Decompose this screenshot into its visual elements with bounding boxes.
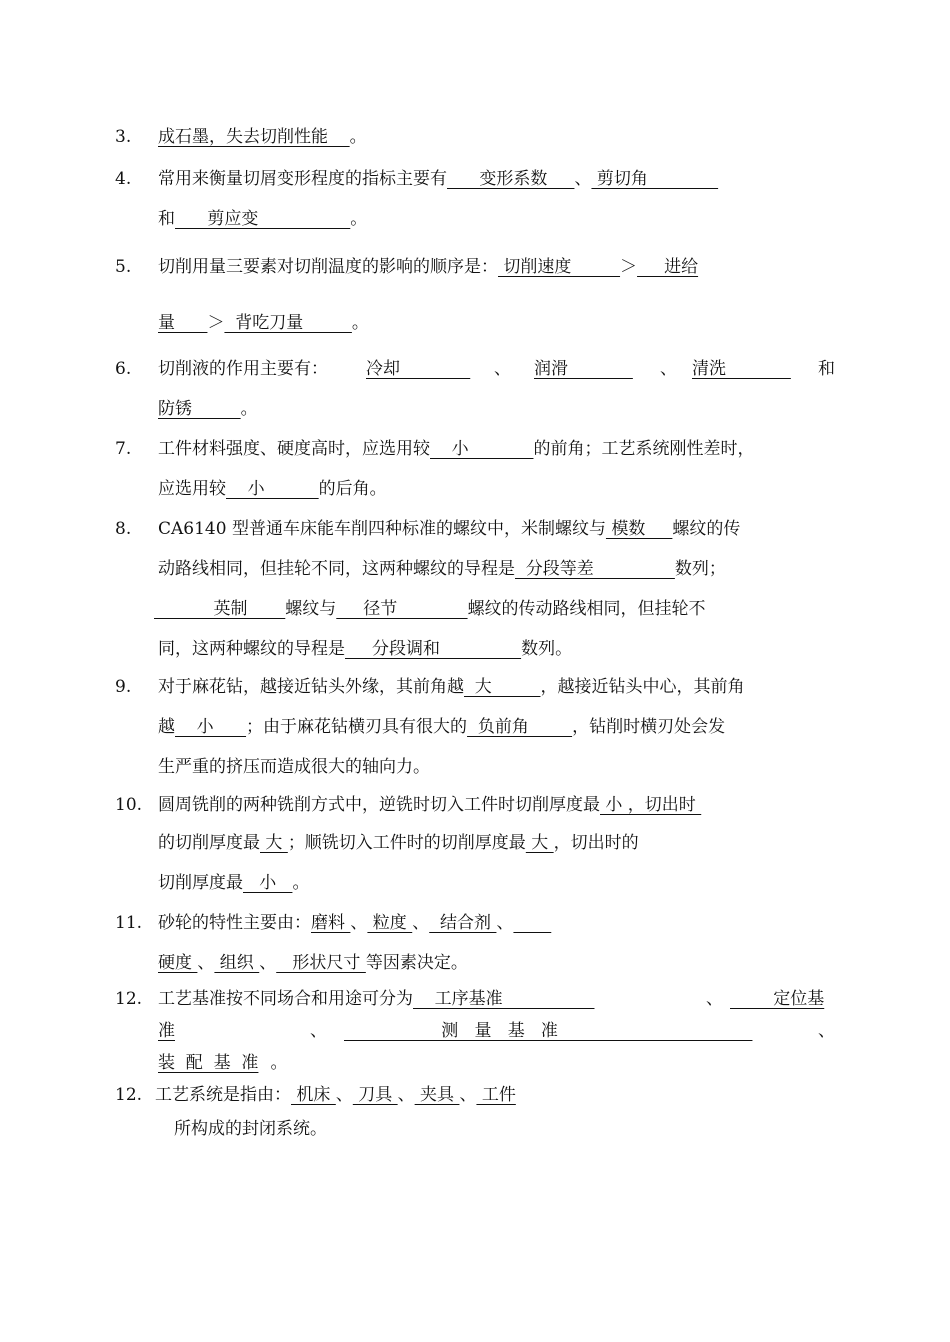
answer-blank: 组织 (214, 953, 260, 973)
answer-blank: 切削速度 (498, 257, 621, 277)
text: ＞ (620, 257, 638, 277)
answer-blank: 负前角 (467, 717, 573, 737)
item-8-line-2 (158, 558, 726, 582)
answer-blank: 形状尺寸 (276, 953, 366, 973)
answer-blank: 冷却 (366, 359, 471, 379)
item-8-line-1 (158, 518, 740, 542)
item-6-line-1 (158, 358, 835, 382)
item-10-line-3 (158, 872, 309, 896)
item-11-line-2 (158, 952, 468, 976)
text: 。 (349, 127, 367, 147)
item-number: 8. (115, 519, 132, 539)
item-7-line-1 (158, 438, 754, 462)
item-number: 12. (115, 989, 143, 1009)
question-text: 工件材料强度、硬度高时，应选用较 (158, 439, 430, 459)
question-text: 切削液的作用主要有： (158, 359, 328, 379)
text: 。 (292, 873, 310, 893)
answer-blank: 结合剂 (429, 913, 497, 933)
item-number: 11. (115, 913, 143, 933)
item-number: 7. (115, 439, 132, 459)
text: ；由于麻花钻横刃具有很大的 (246, 717, 468, 737)
text: 等因素决定。 (365, 953, 468, 973)
item-number: 9. (115, 677, 132, 697)
item-10-line-2 (158, 832, 639, 856)
text: 。 (350, 209, 368, 229)
separator: 、 (574, 169, 592, 189)
answer-blank: 量 (158, 313, 208, 333)
text: ＞ (207, 313, 225, 333)
separator: 、 (496, 913, 514, 933)
separator: 、 (412, 913, 430, 933)
item-9-line-3 (158, 756, 430, 780)
answer-blank: 剪应变 (175, 209, 351, 229)
item-8-line-3 (154, 598, 706, 622)
answer-blank: 剪切角 (591, 169, 719, 189)
text: ，切出时的 (553, 833, 639, 853)
item-7-line-2 (158, 478, 387, 502)
text: 的前角；工艺系统刚性差时， (533, 439, 755, 459)
text: 应选用较 (158, 479, 226, 499)
item-number: 6. (115, 359, 132, 379)
separator: 、 (459, 1085, 477, 1105)
item-6-line-2 (158, 398, 258, 422)
text: 数列； (674, 559, 726, 579)
answer-blank: 小 (175, 717, 247, 737)
answer-blank: 模数 (605, 519, 673, 539)
item-10-line-1 (158, 794, 701, 818)
question-text: CA6140 型普通车床能车削四种标准的螺纹中，米制螺纹与 (158, 519, 606, 539)
question-text: 切削用量三要素对切削温度的影响的顺序是： (158, 257, 498, 277)
text: 和 (818, 359, 835, 379)
answer-blank (328, 127, 350, 147)
text: 螺纹的传动路线相同，但挂轮不 (467, 599, 706, 619)
text: ，钻削时横刃处会发 (572, 717, 726, 737)
answer-blank: 背吃刀量 (224, 313, 352, 333)
text: 越 (158, 717, 175, 737)
answer-blank: 大 (525, 833, 554, 853)
item-8-line-4 (158, 638, 572, 662)
separator: 、 (660, 359, 677, 379)
separator: 、 (706, 989, 723, 1009)
item-13-line-1 (155, 1084, 516, 1108)
answer-blank: 工序基准 (413, 989, 595, 1009)
text: 动路线相同，但挂轮不同，这两种螺纹的导程是 (158, 559, 515, 579)
item-3-line-1 (158, 126, 367, 150)
separator: 、 (335, 1085, 353, 1105)
item-number: 5. (115, 257, 132, 277)
answer-blank: 机床 (291, 1085, 336, 1105)
answer-blank: 夹具 (414, 1085, 460, 1105)
answer-blank: 粒度 (367, 913, 413, 933)
answer-blank: 小 (243, 873, 293, 893)
item-9-line-2 (158, 716, 725, 740)
item-4-line-1 (158, 168, 718, 192)
separator: 、 (350, 913, 368, 933)
answer-blank: 英制 (154, 599, 286, 619)
answer-blank: 磨料 (311, 913, 351, 933)
answer-blank: 分段等差 (515, 559, 675, 579)
question-text: 圆周铣削的两种铣削方式中，逆铣时切入工件时切削厚度最 (158, 795, 600, 815)
answer-blank: 准 (158, 1021, 175, 1041)
answer-blank: 分段调和 (345, 639, 522, 659)
answer-blank: 小 (226, 479, 319, 499)
text: 切削厚度最 (158, 873, 243, 893)
item-12-line-1 (158, 988, 825, 1012)
answer-blank (513, 913, 551, 933)
answer-blank: 清洗 (692, 359, 791, 379)
text: 所构成的封闭系统。 (174, 1119, 327, 1139)
answer-blank: 硬度 (158, 953, 198, 973)
question-text: 工艺基准按不同场合和用途可分为 (158, 989, 413, 1009)
item-5-line-2 (158, 312, 369, 336)
answer-blank: 测 量 基 准 (344, 1021, 753, 1041)
separator: 、 (197, 953, 215, 973)
text: 。 (240, 399, 258, 419)
text: 。 (351, 313, 369, 333)
answer-blank: 定位基 (730, 989, 825, 1009)
separator: 、 (818, 1021, 835, 1041)
item-4-line-2 (158, 208, 367, 232)
question-text: 常用来衡量切屑变形程度的指标主要有 (158, 169, 447, 189)
text: 。 (270, 1053, 288, 1073)
answer-blank: 装 配 基 准 (158, 1053, 259, 1073)
text: 同，这两种螺纹的导程是 (158, 639, 345, 659)
question-text: 对于麻花钻，越接近钻头外缘，其前角越 (158, 677, 464, 697)
separator: 、 (259, 953, 277, 973)
text: 的切削厚度最 (158, 833, 260, 853)
text: 螺纹的传 (672, 519, 741, 539)
answer-blank: 进给 (637, 257, 699, 277)
item-12-line-2 (158, 1020, 835, 1044)
text: 的后角。 (318, 479, 387, 499)
item-12-line-3 (158, 1052, 287, 1076)
answer-blank: 防锈 (158, 399, 241, 419)
text: 螺纹与 (285, 599, 337, 619)
answer-blank: 变形系数 (447, 169, 575, 189)
separator: 、 (397, 1085, 415, 1105)
item-number: 3. (115, 127, 132, 147)
separator: 、 (494, 359, 511, 379)
question-text: 砂轮的特性主要由： (158, 913, 311, 933)
text: 数列。 (521, 639, 573, 659)
answer-blank: 润滑 (534, 359, 633, 379)
answer-blank: 径节 (336, 599, 468, 619)
answer-blank: 大 (260, 833, 288, 853)
answer-blank: 成石墨，失去切削性能 (158, 127, 328, 147)
answer-blank: 刀具 (352, 1085, 398, 1105)
text: 和 (158, 209, 175, 229)
item-number: 12. (115, 1085, 143, 1105)
text: ；顺铣切入工件时的切削厚度最 (287, 833, 526, 853)
item-9-line-1 (158, 676, 744, 700)
answer-blank: 小 (430, 439, 534, 459)
answer-blank: 小 ，切出时 (600, 795, 702, 815)
answer-blank: 大 (464, 677, 541, 697)
item-number: 10. (115, 795, 143, 815)
item-13-line-2 (174, 1118, 327, 1142)
question-text: 工艺系统是指由： (155, 1085, 291, 1105)
separator: 、 (310, 1021, 327, 1041)
item-5-line-1 (158, 256, 698, 280)
answer-blank: 工件 (476, 1085, 516, 1105)
item-11-line-1 (158, 912, 551, 936)
text: 生严重的挤压而造成很大的轴向力。 (158, 757, 430, 777)
item-number: 4. (115, 169, 132, 189)
text: ，越接近钻头中心，其前角 (540, 677, 745, 697)
